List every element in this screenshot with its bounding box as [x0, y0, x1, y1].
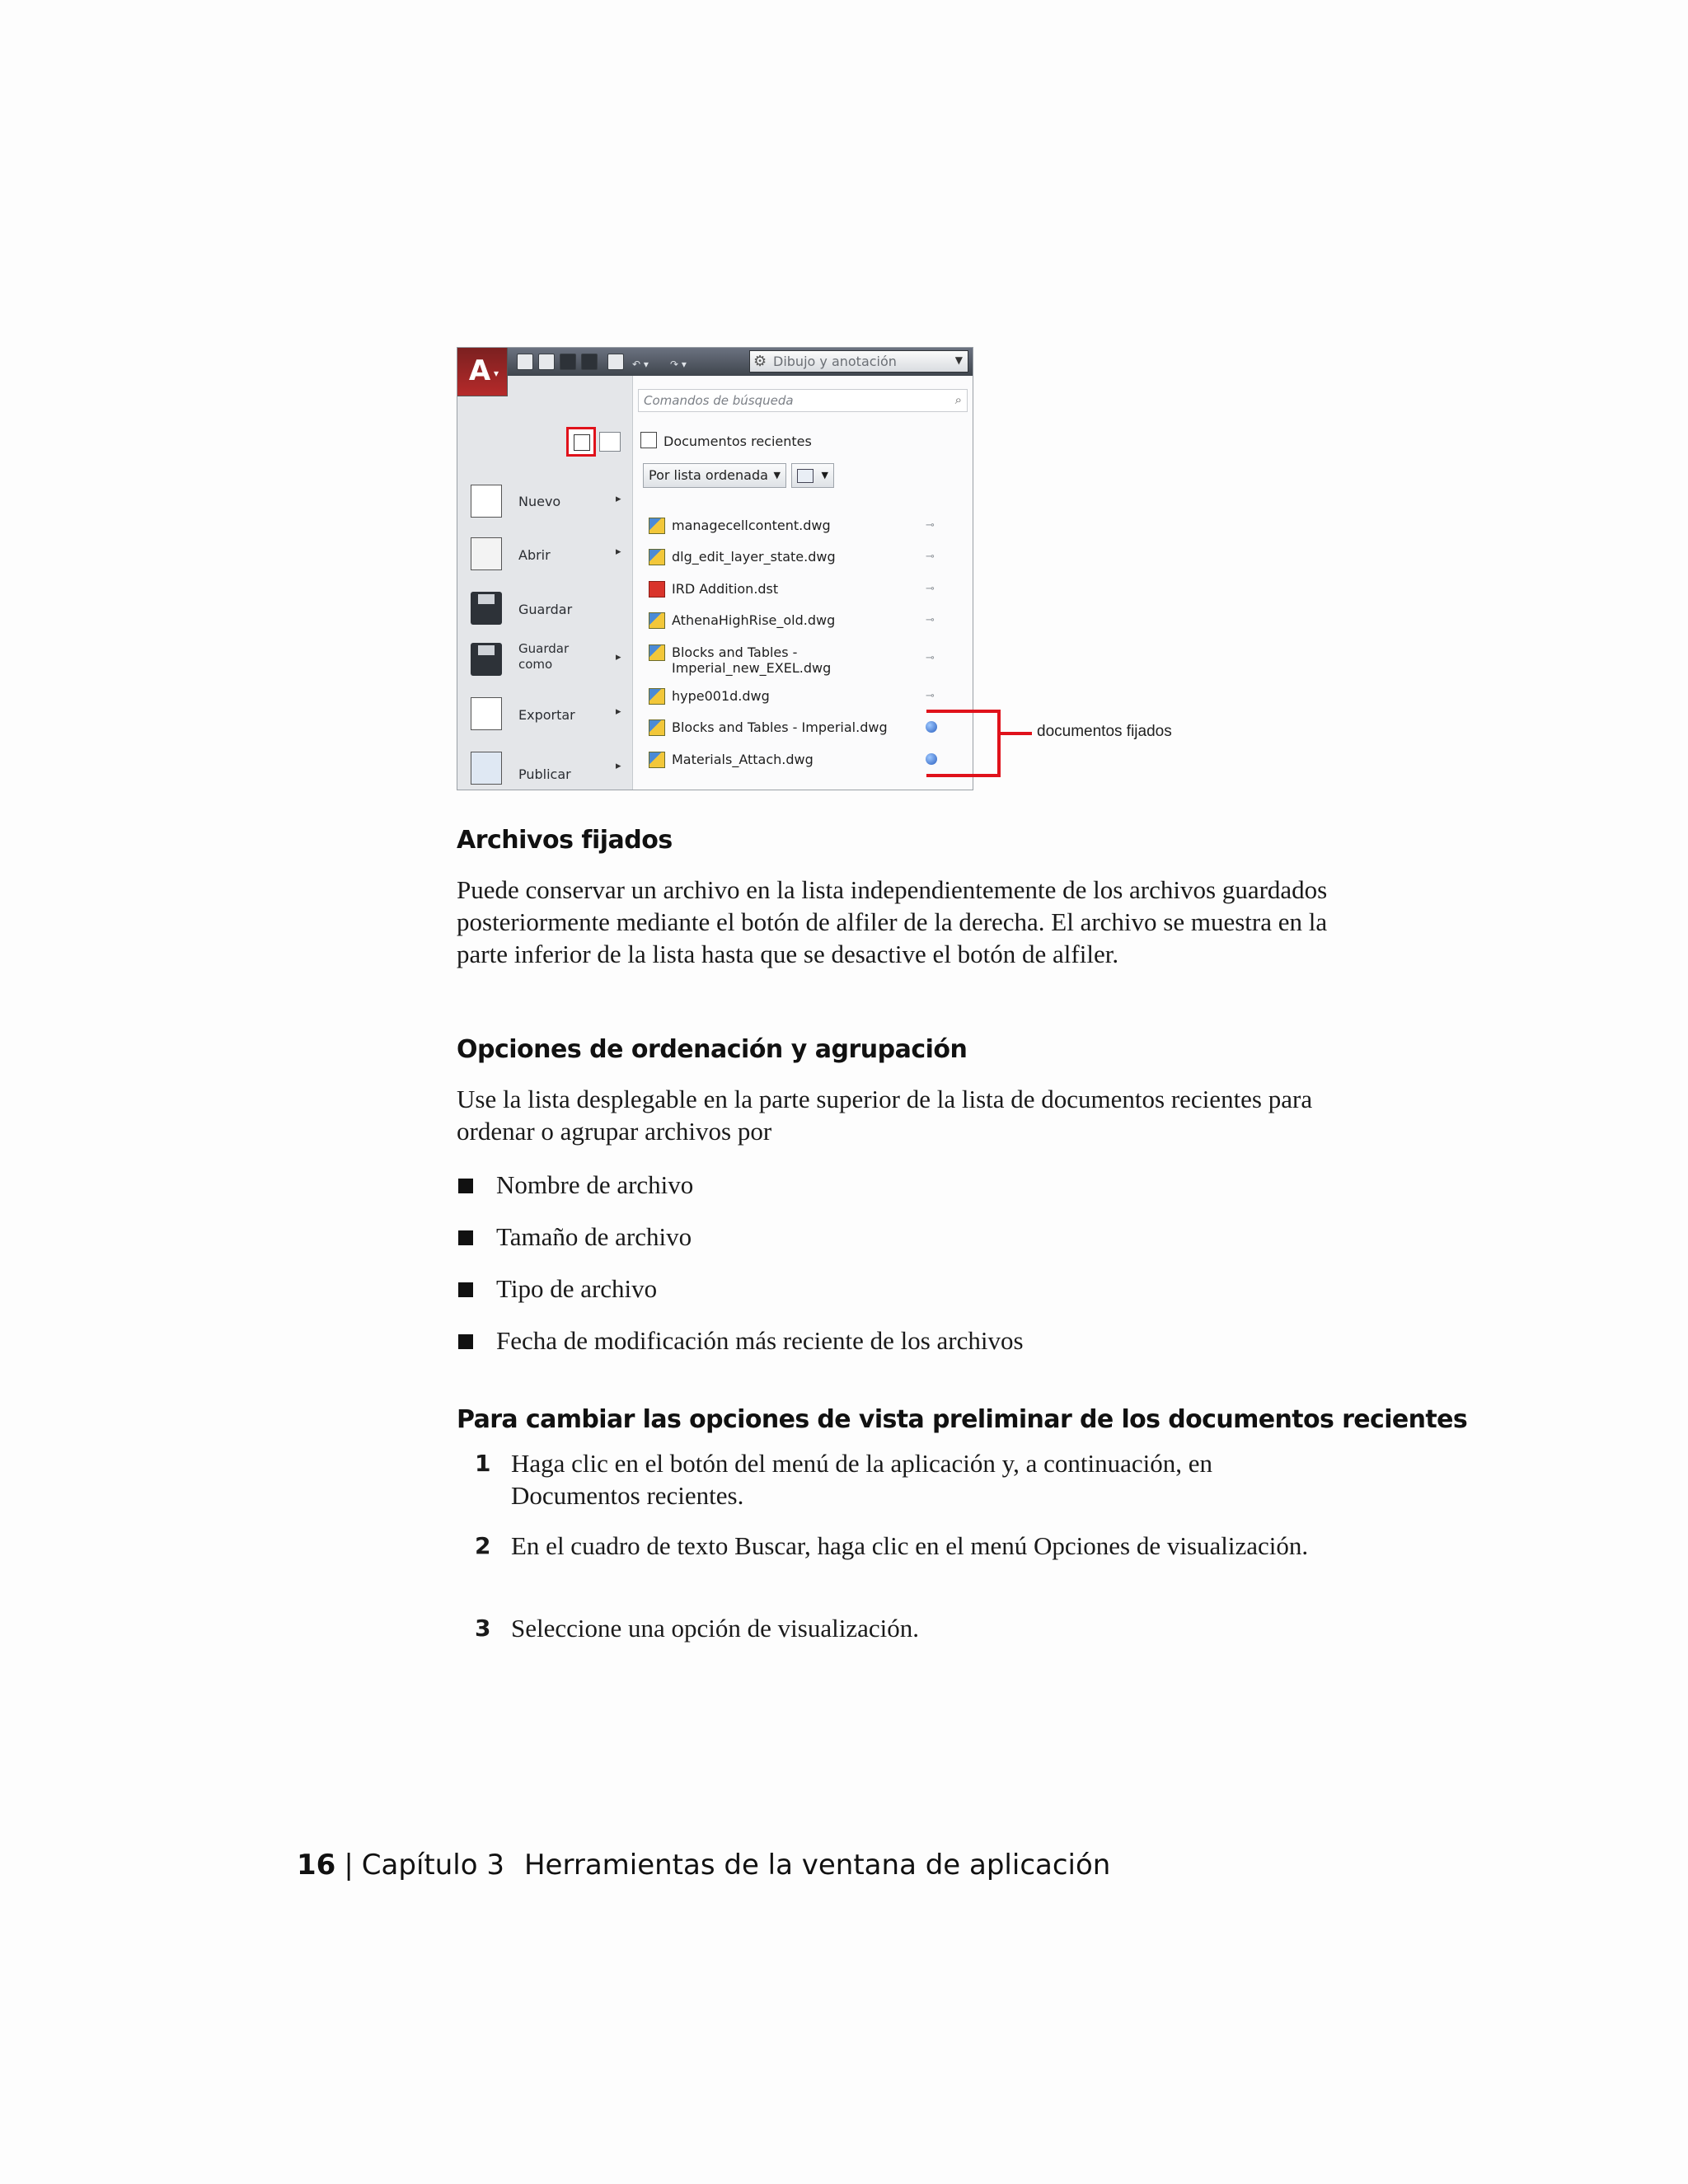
- pin-icon[interactable]: ⊸: [926, 583, 935, 595]
- new-document-icon: [471, 485, 502, 518]
- open-documents-button[interactable]: [599, 432, 621, 452]
- dwg-file-icon: [649, 688, 665, 705]
- chevron-right-icon: ▸: [616, 493, 621, 505]
- dwg-file-icon: [649, 752, 665, 768]
- chevron-right-icon: ▸: [616, 705, 621, 718]
- save-icon: [471, 592, 502, 625]
- redo-icon[interactable]: ↷ ▾: [670, 359, 687, 370]
- section-heading: Archivos fijados: [457, 826, 673, 855]
- recent-documents-icon: [640, 432, 657, 448]
- bullet-square-icon: [458, 1334, 473, 1349]
- section-paragraph: Puede conservar un archivo en la lista independientemente de los archivos guardados posteriormente mediante el botón de alfiler de la derecha. El archivo se muestra en la parte inferior de la lista hasta que se desactive el botón de alfiler.: [457, 875, 1328, 968]
- application-menu-button[interactable]: [457, 348, 508, 396]
- bullet-square-icon: [458, 1282, 473, 1297]
- dwg-file-icon: [649, 518, 665, 534]
- menu-item-guardar[interactable]: Guardar: [471, 588, 627, 630]
- save-as-icon: [471, 643, 502, 676]
- menu-item-exportar[interactable]: Exportar ▸: [471, 694, 627, 735]
- search-icon: ⌕: [954, 392, 962, 407]
- chevron-down-icon: ▼: [773, 470, 781, 480]
- view-icon: [797, 469, 814, 483]
- recent-documents-icon: [574, 434, 590, 451]
- bullet-square-icon: [458, 1179, 473, 1193]
- pin-icon[interactable]: ⊸: [926, 519, 935, 532]
- footer-title: Herramientas de la ventana de aplicación: [523, 1849, 1111, 1882]
- search-commands-input[interactable]: Comandos de búsqueda ⌕: [638, 389, 968, 412]
- quick-access-toolbar: [457, 348, 973, 376]
- dwg-file-icon: [649, 719, 665, 736]
- pin-icon[interactable]: ⊸: [926, 652, 935, 664]
- bullet-square-icon: [458, 1230, 473, 1245]
- dwg-file-icon: [649, 644, 665, 661]
- pinned-callout-bracket: [926, 710, 1001, 777]
- page-number: 16: [297, 1849, 336, 1882]
- publish-icon: [471, 752, 502, 785]
- chevron-right-icon: ▸: [616, 546, 621, 558]
- section-heading: Opciones de ordenación y agrupación: [457, 1035, 968, 1064]
- gear-icon: ⚙: [753, 353, 767, 370]
- dwg-file-icon: [649, 549, 665, 565]
- view-options-dropdown[interactable]: [791, 463, 834, 488]
- pinned-callout-label: documentos fijados: [1037, 723, 1172, 740]
- application-menu-screenshot: ↶ ▾ ↷ ▾ ⚙ Dibujo y anotación ▼ A ▾ Comandos de búsqueda ⌕ Nuevo ▸ Abrir ▸ Guardar Guardar como ▸ Exportar ▸ Publicar ▸ Documentos recientes Por lista ordenada ▼ ▼ managecellcontent.dwg ⊸ dlg_edit_layer_state.dwg ⊸ IRD Addition.dst ⊸ AthenaHighRise_old.dwg ⊸ Blocks and Tables - Imperial_new_EXEL.dwg ⊸ hype001d.dwg ⊸ Blocks and Tables - Imperial.dwg Materials_Attach.dwg: [457, 347, 973, 790]
- pin-icon[interactable]: ⊸: [926, 551, 935, 563]
- sort-dropdown[interactable]: Por lista ordenada ▼: [643, 463, 786, 488]
- menu-item-abrir[interactable]: Abrir ▸: [471, 534, 627, 575]
- save-icon[interactable]: [560, 354, 576, 370]
- chevron-down-icon: ▼: [821, 470, 828, 480]
- footer-chapter: Capítulo 3: [361, 1849, 504, 1882]
- procedure-heading: Para cambiar las opciones de vista preliminar de los documentos recientes: [457, 1405, 1468, 1434]
- menu-item-publicar[interactable]: Publicar ▸: [471, 748, 627, 790]
- new-file-icon[interactable]: [517, 354, 533, 370]
- chevron-right-icon: ▸: [616, 760, 621, 772]
- dst-file-icon: [649, 581, 665, 598]
- chevron-right-icon: ▸: [616, 651, 621, 663]
- recent-documents-button[interactable]: [566, 427, 596, 457]
- pin-icon[interactable]: ⊸: [926, 614, 935, 626]
- page-footer: [297, 1849, 1110, 1882]
- menu-item-guardar-como[interactable]: Guardar como ▸: [471, 640, 627, 681]
- open-folder-icon: [471, 537, 502, 570]
- footer-separator: |: [344, 1849, 354, 1882]
- open-folder-icon[interactable]: [538, 354, 555, 370]
- autocad-logo-icon: A: [468, 354, 491, 387]
- pin-icon[interactable]: ⊸: [926, 690, 935, 702]
- print-icon[interactable]: [607, 354, 624, 370]
- pinned-callout-line: [997, 732, 1032, 735]
- dwg-file-icon: [649, 612, 665, 629]
- section-paragraph: Use la lista desplegable en la parte superior de la lista de documentos recientes para ordenar o agrupar archivos por: [457, 1085, 1313, 1146]
- workspace-dropdown[interactable]: ⚙ Dibujo y anotación ▼: [749, 350, 968, 373]
- chevron-down-icon: ▾: [494, 368, 499, 379]
- undo-icon[interactable]: ↶ ▾: [632, 359, 649, 370]
- recent-documents-title: Documentos recientes: [640, 432, 812, 449]
- menu-item-nuevo[interactable]: Nuevo ▸: [471, 481, 627, 523]
- chevron-down-icon: ▼: [954, 354, 963, 366]
- save-as-icon[interactable]: [581, 354, 598, 370]
- export-icon: [471, 697, 502, 730]
